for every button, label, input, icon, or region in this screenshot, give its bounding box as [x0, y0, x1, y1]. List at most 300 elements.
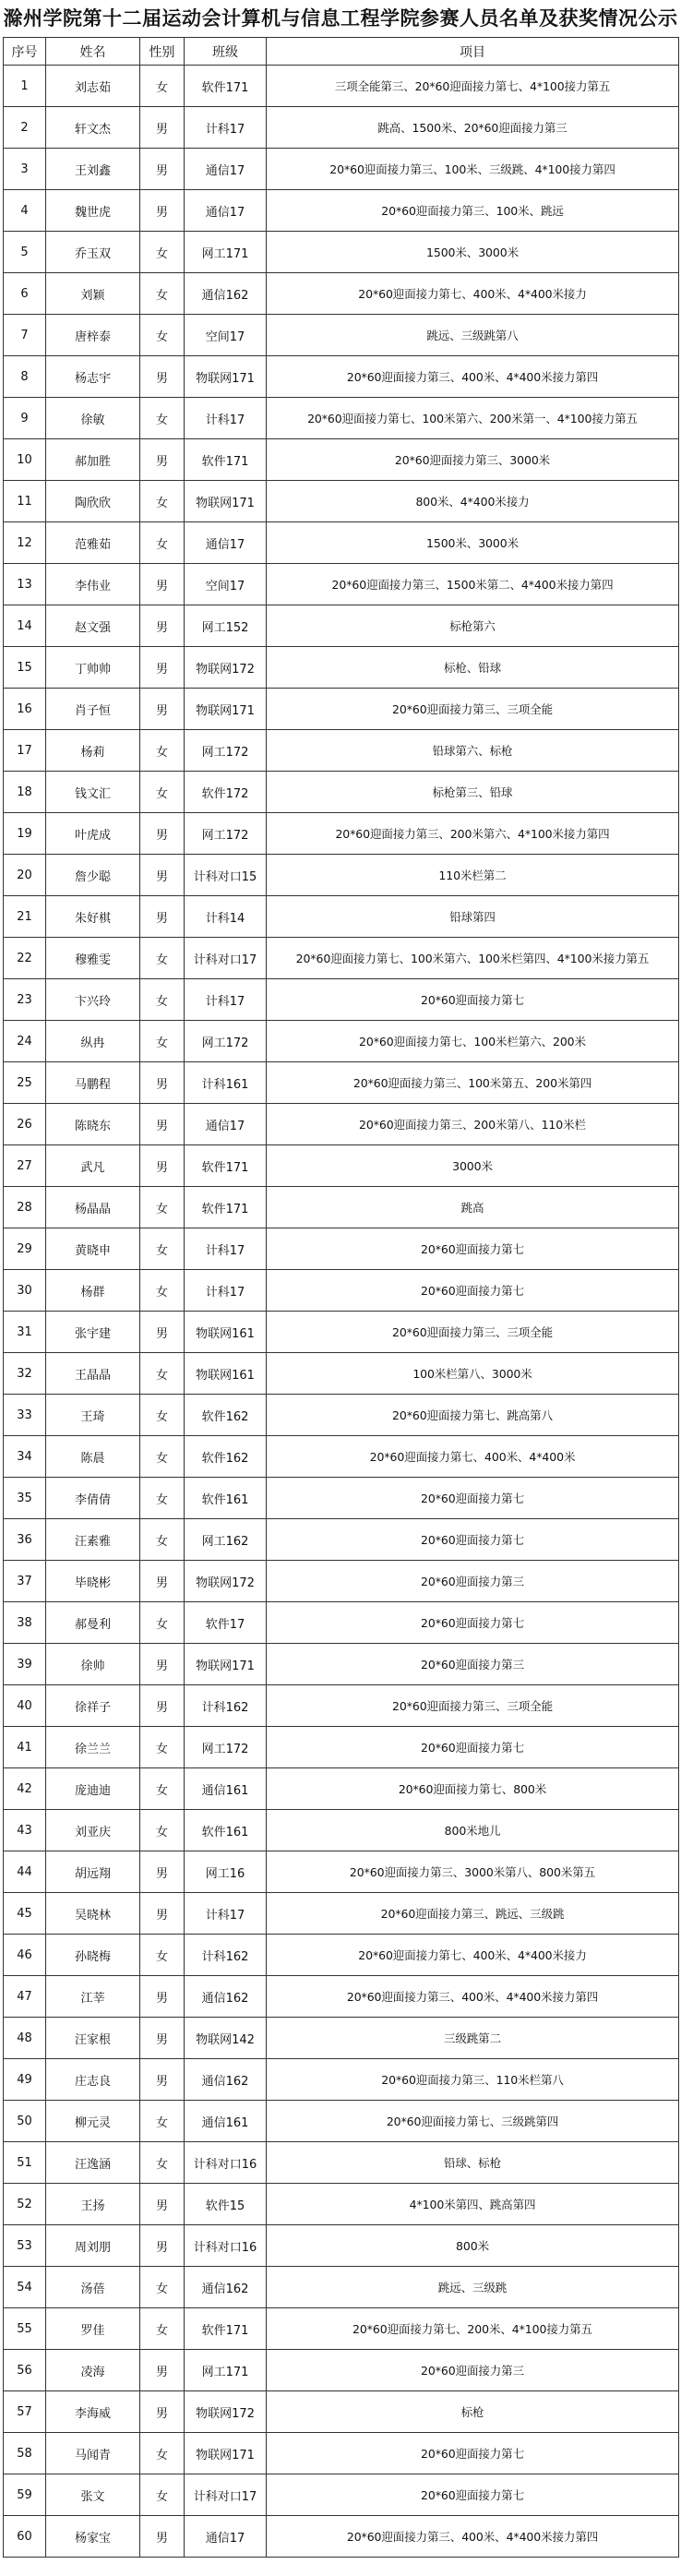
table-row: [4, 1602, 679, 1644]
cell-number: 8: [4, 356, 46, 398]
cell-class: 计科17: [185, 1893, 267, 1935]
cell-events: 20*60迎面接力第七: [267, 979, 679, 1021]
cell-number: 26: [4, 1104, 46, 1145]
cell-number: 41: [4, 1727, 46, 1768]
cell-name: 刘亚庆: [46, 1810, 140, 1851]
table-row: [4, 730, 679, 772]
cell-class: 软件171: [185, 439, 267, 481]
cell-number: 27: [4, 1145, 46, 1187]
cell-gender: 男: [140, 2516, 185, 2558]
cell-name: 朱好棋: [46, 896, 140, 938]
cell-gender: 男: [140, 2350, 185, 2391]
cell-class: 计科对口17: [185, 2474, 267, 2516]
cell-events: 标枪、铅球: [267, 647, 679, 689]
cell-class: 计科对口16: [185, 2225, 267, 2267]
cell-class: 软件171: [185, 66, 267, 107]
cell-number: 37: [4, 1561, 46, 1602]
cell-gender: 男: [140, 1561, 185, 1602]
cell-number: 57: [4, 2391, 46, 2433]
cell-name: 马鹏程: [46, 1062, 140, 1104]
cell-number: 33: [4, 1395, 46, 1436]
cell-name: 杨群: [46, 1270, 140, 1312]
cell-gender: 男: [140, 1145, 185, 1187]
cell-class: 软件162: [185, 1395, 267, 1436]
table-header-row: [4, 38, 679, 66]
cell-number: 49: [4, 2059, 46, 2101]
cell-class: 软件17: [185, 1602, 267, 1644]
cell-gender: 女: [140, 66, 185, 107]
table-row: [4, 2267, 679, 2308]
table-row: [4, 2018, 679, 2059]
table-row: [4, 1727, 679, 1768]
cell-name: 武凡: [46, 1145, 140, 1187]
header-name: 姓名: [46, 38, 140, 66]
cell-gender: 女: [140, 2142, 185, 2184]
cell-gender: 女: [140, 1436, 185, 1478]
cell-events: 20*60迎面接力第三、200米第六、4*100米接力第四: [267, 813, 679, 855]
cell-name: 杨晶晶: [46, 1187, 140, 1228]
cell-class: 计科对口17: [185, 938, 267, 979]
cell-number: 34: [4, 1436, 46, 1478]
cell-gender: 女: [140, 481, 185, 522]
cell-number: 56: [4, 2350, 46, 2391]
cell-gender: 女: [140, 938, 185, 979]
cell-events: 100米栏第八、3000米: [267, 1353, 679, 1395]
cell-name: 李倩倩: [46, 1478, 140, 1519]
cell-gender: 男: [140, 1685, 185, 1727]
cell-name: 黄晓申: [46, 1228, 140, 1270]
cell-events: 20*60迎面接力第七、200米、4*100接力第五: [267, 2308, 679, 2350]
cell-number: 58: [4, 2433, 46, 2474]
cell-name: 汪逸涵: [46, 2142, 140, 2184]
cell-number: 22: [4, 938, 46, 979]
table-row: [4, 2433, 679, 2474]
cell-number: 46: [4, 1935, 46, 1976]
cell-name: 周刘朋: [46, 2225, 140, 2267]
cell-name: 范雅茹: [46, 522, 140, 564]
table-row: [4, 1893, 679, 1935]
cell-class: 软件162: [185, 1436, 267, 1478]
cell-class: 软件171: [185, 1145, 267, 1187]
cell-gender: 男: [140, 689, 185, 730]
cell-number: 1: [4, 66, 46, 107]
table-row: [4, 1935, 679, 1976]
cell-name: 王晶晶: [46, 1353, 140, 1395]
cell-class: 网工172: [185, 1021, 267, 1062]
cell-events: 跳远、三级跳: [267, 2267, 679, 2308]
cell-class: 计科17: [185, 107, 267, 149]
cell-gender: 女: [140, 1021, 185, 1062]
cell-class: 物联网161: [185, 1353, 267, 1395]
cell-number: 55: [4, 2308, 46, 2350]
cell-class: 通信17: [185, 1104, 267, 1145]
cell-number: 52: [4, 2184, 46, 2225]
cell-events: 20*60迎面接力第三、400米、4*400米接力第四: [267, 2516, 679, 2558]
cell-class: 网工171: [185, 2350, 267, 2391]
cell-number: 59: [4, 2474, 46, 2516]
cell-name: 唐梓泰: [46, 315, 140, 356]
cell-gender: 男: [140, 564, 185, 605]
cell-gender: 女: [140, 315, 185, 356]
cell-name: 胡远翔: [46, 1851, 140, 1893]
cell-events: 20*60迎面接力第三、三项全能: [267, 1312, 679, 1353]
cell-class: 软件171: [185, 2308, 267, 2350]
cell-events: 三项全能第三、20*60迎面接力第七、4*100接力第五: [267, 66, 679, 107]
table-row: [4, 1436, 679, 1478]
cell-gender: 女: [140, 1478, 185, 1519]
cell-name: 杨莉: [46, 730, 140, 772]
cell-events: 20*60迎面接力第七、400米、4*400米接力: [267, 1935, 679, 1976]
cell-events: 铅球、标枪: [267, 2142, 679, 2184]
cell-class: 软件171: [185, 1187, 267, 1228]
cell-gender: 女: [140, 2308, 185, 2350]
cell-gender: 女: [140, 2433, 185, 2474]
cell-events: 三级跳第二: [267, 2018, 679, 2059]
cell-name: 穆雅雯: [46, 938, 140, 979]
cell-name: 李海威: [46, 2391, 140, 2433]
cell-class: 计科对口15: [185, 855, 267, 896]
cell-number: 23: [4, 979, 46, 1021]
table-row: [4, 1851, 679, 1893]
cell-name: 张文: [46, 2474, 140, 2516]
cell-gender: 男: [140, 1312, 185, 1353]
cell-number: 29: [4, 1228, 46, 1270]
table-row: [4, 1561, 679, 1602]
cell-class: 网工172: [185, 813, 267, 855]
cell-number: 15: [4, 647, 46, 689]
cell-events: 20*60迎面接力第七、100米第六、200米第一、4*100接力第五: [267, 398, 679, 439]
cell-events: 20*60迎面接力第七: [267, 1228, 679, 1270]
cell-number: 7: [4, 315, 46, 356]
cell-gender: 男: [140, 1851, 185, 1893]
cell-class: 物联网171: [185, 1644, 267, 1685]
cell-gender: 女: [140, 2267, 185, 2308]
table-row: [4, 2225, 679, 2267]
cell-name: 徐帅: [46, 1644, 140, 1685]
cell-number: 13: [4, 564, 46, 605]
table-row: [4, 1768, 679, 1810]
cell-class: 物联网172: [185, 1561, 267, 1602]
cell-events: 20*60迎面接力第三: [267, 1644, 679, 1685]
cell-gender: 男: [140, 1104, 185, 1145]
cell-events: 20*60迎面接力第七: [267, 2433, 679, 2474]
table-row: [4, 1145, 679, 1187]
cell-class: 物联网172: [185, 2391, 267, 2433]
cell-number: 54: [4, 2267, 46, 2308]
cell-class: 网工172: [185, 1727, 267, 1768]
cell-name: 徐祥子: [46, 1685, 140, 1727]
cell-gender: 男: [140, 2391, 185, 2433]
cell-gender: 女: [140, 1228, 185, 1270]
cell-name: 凌海: [46, 2350, 140, 2391]
cell-events: 跳高: [267, 1187, 679, 1228]
cell-events: 20*60迎面接力第七: [267, 2474, 679, 2516]
cell-number: 51: [4, 2142, 46, 2184]
table-row: [4, 1478, 679, 1519]
cell-gender: 女: [140, 1519, 185, 1561]
header-gender: 性别: [140, 38, 185, 66]
cell-number: 2: [4, 107, 46, 149]
cell-class: 计科17: [185, 1228, 267, 1270]
cell-number: 21: [4, 896, 46, 938]
table-row: [4, 605, 679, 647]
cell-events: 800米地儿: [267, 1810, 679, 1851]
cell-name: 詹少聪: [46, 855, 140, 896]
cell-number: 3: [4, 149, 46, 190]
cell-number: 53: [4, 2225, 46, 2267]
cell-class: 计科161: [185, 1062, 267, 1104]
cell-number: 6: [4, 273, 46, 315]
cell-events: 800米、4*400米接力: [267, 481, 679, 522]
cell-events: 20*60迎面接力第七: [267, 1519, 679, 1561]
cell-name: 郝曼利: [46, 1602, 140, 1644]
cell-number: 12: [4, 522, 46, 564]
cell-gender: 男: [140, 1644, 185, 1685]
cell-events: 20*60迎面接力第三: [267, 1561, 679, 1602]
cell-gender: 男: [140, 2184, 185, 2225]
cell-gender: 女: [140, 2474, 185, 2516]
cell-gender: 男: [140, 439, 185, 481]
cell-events: 20*60迎面接力第三: [267, 2350, 679, 2391]
table-row: [4, 2184, 679, 2225]
cell-gender: 男: [140, 2225, 185, 2267]
cell-class: 通信162: [185, 273, 267, 315]
table-row: [4, 564, 679, 605]
cell-number: 47: [4, 1976, 46, 2018]
cell-class: 网工171: [185, 232, 267, 273]
cell-class: 物联网171: [185, 689, 267, 730]
cell-class: 计科17: [185, 398, 267, 439]
table-row: [4, 1228, 679, 1270]
cell-events: 跳远、三级跳第八: [267, 315, 679, 356]
table-row: [4, 855, 679, 896]
cell-number: 44: [4, 1851, 46, 1893]
cell-number: 16: [4, 689, 46, 730]
cell-events: 铅球第六、标枪: [267, 730, 679, 772]
cell-events: 20*60迎面接力第七、800米: [267, 1768, 679, 1810]
cell-class: 通信17: [185, 190, 267, 232]
table-row: [4, 232, 679, 273]
cell-name: 卞兴玲: [46, 979, 140, 1021]
cell-number: 31: [4, 1312, 46, 1353]
table-row: [4, 1021, 679, 1062]
cell-name: 郝加胜: [46, 439, 140, 481]
page-title: 滁州学院第十二届运动会计算机与信息工程学院参赛人员名单及获奖情况公示: [3, 6, 678, 30]
table-row: [4, 2516, 679, 2558]
table-row: [4, 647, 679, 689]
cell-gender: 男: [140, 149, 185, 190]
table-row: [4, 522, 679, 564]
cell-class: 通信162: [185, 2059, 267, 2101]
cell-class: 计科17: [185, 979, 267, 1021]
cell-events: 20*60迎面接力第七、100米栏第六、200米: [267, 1021, 679, 1062]
cell-name: 刘志茹: [46, 66, 140, 107]
cell-gender: 女: [140, 1935, 185, 1976]
cell-gender: 男: [140, 2059, 185, 2101]
table-row: [4, 689, 679, 730]
cell-class: 通信162: [185, 1976, 267, 2018]
cell-name: 江莘: [46, 1976, 140, 2018]
cell-class: 网工162: [185, 1519, 267, 1561]
cell-events: 20*60迎面接力第三、100米、跳远: [267, 190, 679, 232]
table-row: [4, 813, 679, 855]
cell-events: 20*60迎面接力第三、1500米第二、4*400米接力第四: [267, 564, 679, 605]
cell-class: 通信17: [185, 522, 267, 564]
table-row: [4, 772, 679, 813]
cell-name: 叶虎成: [46, 813, 140, 855]
cell-gender: 男: [140, 2018, 185, 2059]
header-number: 序号: [4, 38, 46, 66]
table-row: [4, 979, 679, 1021]
cell-name: 李伟业: [46, 564, 140, 605]
table-row: [4, 938, 679, 979]
cell-gender: 男: [140, 1976, 185, 2018]
cell-class: 计科14: [185, 896, 267, 938]
cell-class: 软件161: [185, 1810, 267, 1851]
cell-number: 45: [4, 1893, 46, 1935]
table-row: [4, 315, 679, 356]
cell-events: 20*60迎面接力第七、100米第六、100米栏第四、4*100米接力第五: [267, 938, 679, 979]
cell-events: 20*60迎面接力第七、三级跳第四: [267, 2101, 679, 2142]
table-row: [4, 1187, 679, 1228]
cell-number: 11: [4, 481, 46, 522]
cell-gender: 女: [140, 1187, 185, 1228]
cell-events: 20*60迎面接力第三、400米、4*400米接力第四: [267, 1976, 679, 2018]
cell-number: 28: [4, 1187, 46, 1228]
cell-events: 20*60迎面接力第七、400米、4*400米接力: [267, 273, 679, 315]
cell-class: 网工16: [185, 1851, 267, 1893]
cell-number: 25: [4, 1062, 46, 1104]
cell-name: 丁帅帅: [46, 647, 140, 689]
cell-number: 39: [4, 1644, 46, 1685]
cell-number: 19: [4, 813, 46, 855]
cell-events: 20*60迎面接力第七: [267, 1727, 679, 1768]
cell-events: 20*60迎面接力第三、三项全能: [267, 689, 679, 730]
cell-name: 王扬: [46, 2184, 140, 2225]
table-row: [4, 2350, 679, 2391]
cell-number: 17: [4, 730, 46, 772]
table-row: [4, 1519, 679, 1561]
cell-events: 4*100米第四、跳高第四: [267, 2184, 679, 2225]
cell-gender: 女: [140, 1810, 185, 1851]
cell-gender: 女: [140, 1768, 185, 1810]
cell-name: 王琦: [46, 1395, 140, 1436]
cell-events: 1500米、3000米: [267, 232, 679, 273]
cell-events: 标枪第六: [267, 605, 679, 647]
cell-gender: 男: [140, 896, 185, 938]
cell-events: 20*60迎面接力第三、3000米第八、800米第五: [267, 1851, 679, 1893]
cell-name: 陈晓东: [46, 1104, 140, 1145]
cell-events: 20*60迎面接力第三、三项全能: [267, 1685, 679, 1727]
cell-events: 800米: [267, 2225, 679, 2267]
cell-number: 48: [4, 2018, 46, 2059]
table-row: [4, 1353, 679, 1395]
cell-events: 20*60迎面接力第三、跳远、三级跳: [267, 1893, 679, 1935]
header-class: 班级: [185, 38, 267, 66]
cell-gender: 男: [140, 855, 185, 896]
cell-number: 10: [4, 439, 46, 481]
cell-name: 赵文强: [46, 605, 140, 647]
cell-events: 20*60迎面接力第三、100米、三级跳、4*100接力第四: [267, 149, 679, 190]
cell-name: 徐敏: [46, 398, 140, 439]
cell-gender: 女: [140, 979, 185, 1021]
cell-events: 跳高、1500米、20*60迎面接力第三: [267, 107, 679, 149]
table-row: [4, 2391, 679, 2433]
cell-class: 空间17: [185, 564, 267, 605]
cell-events: 20*60迎面接力第三、3000米: [267, 439, 679, 481]
cell-number: 24: [4, 1021, 46, 1062]
cell-name: 乔玉双: [46, 232, 140, 273]
cell-number: 14: [4, 605, 46, 647]
cell-name: 刘颖: [46, 273, 140, 315]
table-row: [4, 896, 679, 938]
cell-name: 吴晓林: [46, 1893, 140, 1935]
cell-name: 钱文汇: [46, 772, 140, 813]
table-row: [4, 2474, 679, 2516]
cell-number: 5: [4, 232, 46, 273]
cell-class: 通信17: [185, 2516, 267, 2558]
cell-number: 36: [4, 1519, 46, 1561]
cell-gender: 女: [140, 1353, 185, 1395]
cell-events: 20*60迎面接力第三、400米、4*400米接力第四: [267, 356, 679, 398]
table-row: [4, 356, 679, 398]
table-row: [4, 66, 679, 107]
cell-number: 20: [4, 855, 46, 896]
cell-name: 王刘鑫: [46, 149, 140, 190]
cell-class: 软件15: [185, 2184, 267, 2225]
cell-gender: 女: [140, 730, 185, 772]
cell-events: 20*60迎面接力第七: [267, 1602, 679, 1644]
cell-name: 张宇建: [46, 1312, 140, 1353]
table-row: [4, 1685, 679, 1727]
cell-name: 毕晓彬: [46, 1561, 140, 1602]
cell-name: 马闻青: [46, 2433, 140, 2474]
cell-gender: 女: [140, 1395, 185, 1436]
cell-name: 汪家根: [46, 2018, 140, 2059]
cell-gender: 女: [140, 522, 185, 564]
cell-class: 计科17: [185, 1270, 267, 1312]
cell-class: 计科162: [185, 1935, 267, 1976]
cell-name: 罗佳: [46, 2308, 140, 2350]
cell-name: 庞迪迪: [46, 1768, 140, 1810]
cell-number: 43: [4, 1810, 46, 1851]
table-row: [4, 1104, 679, 1145]
cell-name: 纵冉: [46, 1021, 140, 1062]
cell-gender: 女: [140, 232, 185, 273]
cell-name: 汪素雅: [46, 1519, 140, 1561]
table-row: [4, 439, 679, 481]
cell-name: 柳元灵: [46, 2101, 140, 2142]
table-row: [4, 190, 679, 232]
table-row: [4, 1644, 679, 1685]
cell-events: 20*60迎面接力第三、110米栏第八: [267, 2059, 679, 2101]
cell-gender: 女: [140, 1602, 185, 1644]
cell-gender: 男: [140, 605, 185, 647]
cell-class: 物联网172: [185, 647, 267, 689]
cell-name: 轩文杰: [46, 107, 140, 149]
table-row: [4, 2308, 679, 2350]
cell-name: 陶欣欣: [46, 481, 140, 522]
cell-gender: 男: [140, 190, 185, 232]
table-row: [4, 481, 679, 522]
cell-gender: 男: [140, 107, 185, 149]
cell-events: 20*60迎面接力第七、400米、4*400米: [267, 1436, 679, 1478]
cell-number: 32: [4, 1353, 46, 1395]
cell-class: 物联网161: [185, 1312, 267, 1353]
header-events: 项目: [267, 38, 679, 66]
cell-number: 4: [4, 190, 46, 232]
cell-gender: 男: [140, 1893, 185, 1935]
